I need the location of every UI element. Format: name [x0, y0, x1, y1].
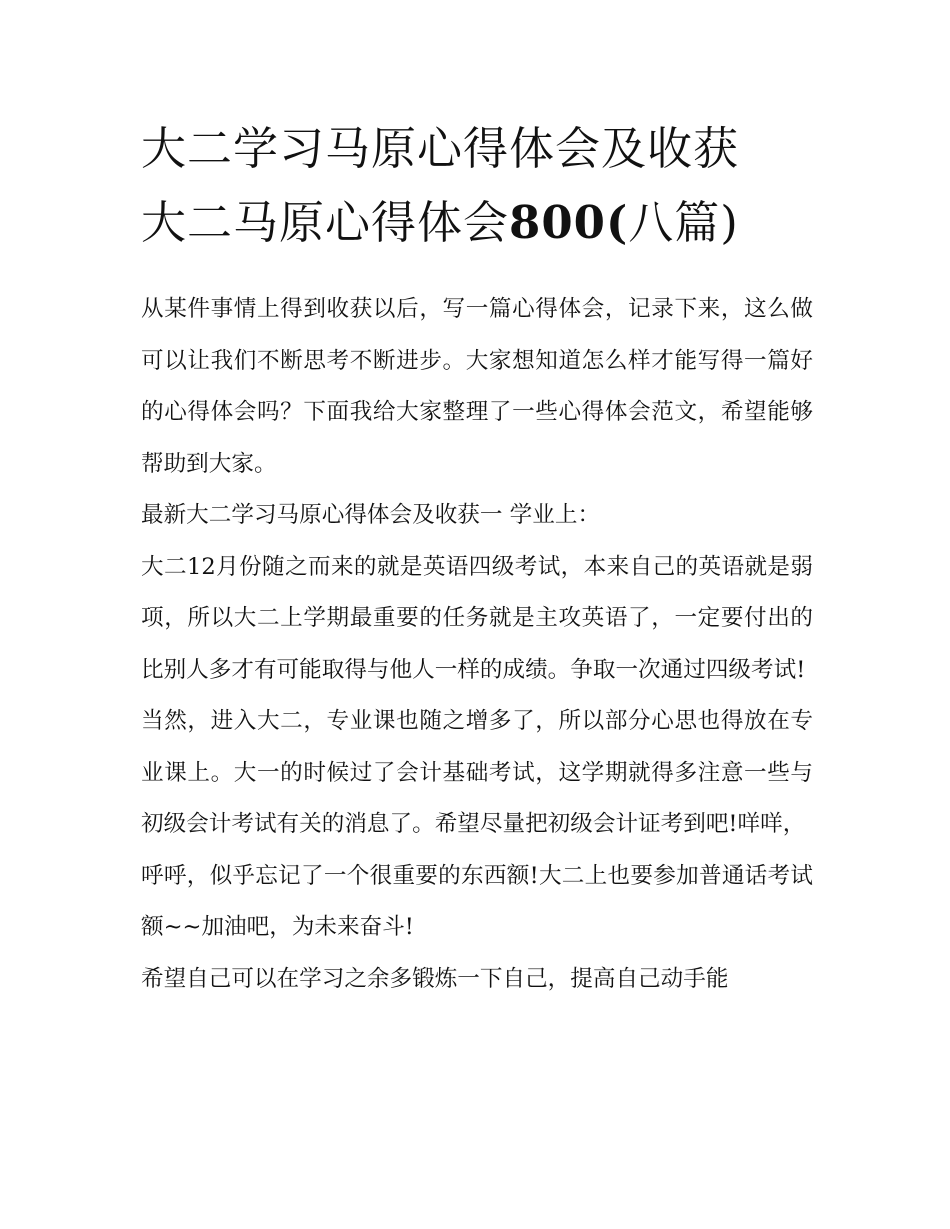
- paragraph-intro: 从某件事情上得到收获以后，写一篇心得体会，记录下来，这么做可以让我们不断思考不断进步。大家想知道怎么样才能写得一篇好的心得体会吗？下面我给大家整理了一些心得体会范文，希望能够帮助到大家。: [141, 296, 813, 477]
- paragraph-english-exam: 大二12月份随之而来的就是英语四级考试，本来自己的英语就是弱项，所以大二上学期最重要的任务就是主攻英语了，一定要付出的比别人多才有可能取得与他人一样的成绩。争取一次通过四级考试!: [141, 553, 813, 683]
- document-title-line-2: [141, 186, 813, 260]
- title-line-2-prefix: 大二马原心得体会: [141, 196, 510, 249]
- paragraph-mandarin-exam: 呼呼，似乎忘记了一个很重要的东西额!大二上也要参加普通话考试额~~加油吧，为未来奋斗!: [141, 862, 813, 940]
- document-title-line-1: 大二学习马原心得体会及收获: [141, 122, 740, 175]
- document-body: [141, 284, 813, 1005]
- document-content: [141, 112, 813, 1005]
- title-line-2-number: 800(: [509, 196, 629, 249]
- title-line-2-suffix: 八篇): [628, 196, 739, 249]
- paragraph-accounting: 当然，进入大二，专业课也随之增多了，所以部分心思也得放在专业课上。大一的时候过了会计基础考试，这学期就得多注意一些与初级会计考试有关的消息了。希望尽量把初级会计证考到吧!咩咩，: [141, 708, 813, 837]
- paragraph-self-improvement: 希望自己可以在学习之余多锻炼一下自己，提高自己动手能: [141, 965, 729, 992]
- paragraph-section-heading: 最新大二学习马原心得体会及收获一 学业上：: [141, 502, 601, 528]
